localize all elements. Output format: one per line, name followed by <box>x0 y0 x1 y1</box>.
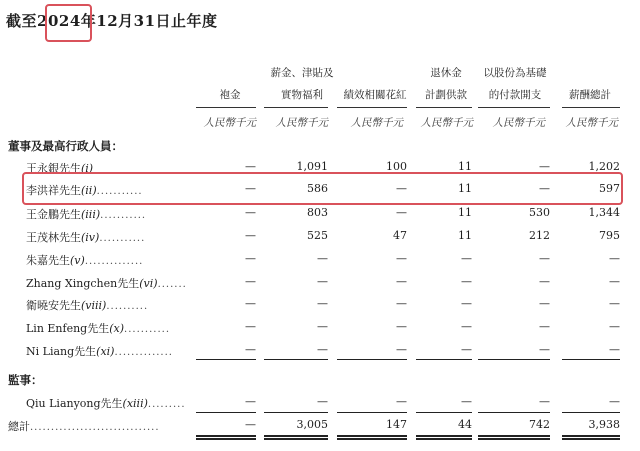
leader-dots: ....... <box>157 279 187 290</box>
double-underline <box>478 438 550 440</box>
total-label: 總計 <box>8 420 30 433</box>
col-header-share <box>470 66 560 102</box>
subtotal-line <box>416 412 472 413</box>
person-name: 朱嘉先生 <box>26 254 70 267</box>
value-cell: — <box>609 343 620 356</box>
value-cell: 530 <box>529 206 550 219</box>
person-note: (v) <box>70 254 85 267</box>
person-name: 王金鵬先生 <box>26 208 81 221</box>
value-cell: 11 <box>458 206 472 219</box>
subtotal-line <box>562 412 620 413</box>
value-cell: 795 <box>599 229 620 242</box>
double-underline <box>264 438 328 440</box>
value-cell: 597 <box>599 182 620 195</box>
col-header-share-line2: 的付款開支 <box>488 89 542 101</box>
subtotal-line <box>478 359 550 360</box>
col-header-bonus-line1: 績效相關花紅 <box>343 89 407 101</box>
person-name: 王永銀先生 <box>26 162 81 175</box>
value-cell: — <box>539 252 550 265</box>
value-cell: — <box>539 275 550 288</box>
leader-dots: .............. <box>114 347 173 358</box>
subtotal-line <box>478 412 550 413</box>
subtotal-line <box>337 412 407 413</box>
title-year: 2024 <box>37 12 81 30</box>
value-cell: — <box>461 275 472 288</box>
value-cell: — <box>245 320 256 333</box>
person-note: (viii) <box>81 299 107 312</box>
value-cell: — <box>396 343 407 356</box>
value-cell: — <box>539 297 550 310</box>
person-name-cell <box>26 395 186 411</box>
value-cell: — <box>317 343 328 356</box>
value-cell: — <box>461 320 472 333</box>
leader-dots: ........... <box>124 324 170 335</box>
person-name-cell <box>26 206 146 222</box>
double-underline <box>416 435 472 437</box>
value-cell: — <box>317 395 328 408</box>
value-cell: — <box>396 297 407 310</box>
value-cell: — <box>396 395 407 408</box>
total-value-cell: 742 <box>529 418 550 431</box>
title-suffix: 年12月31日止年度 <box>80 12 218 30</box>
unit-label: 人民幣千元 <box>420 117 473 129</box>
value-cell: — <box>461 252 472 265</box>
person-note: (i) <box>81 162 94 175</box>
value-cell: 212 <box>529 229 550 242</box>
value-cell: — <box>317 320 328 333</box>
row-highlight-box <box>22 172 623 205</box>
col-header-total-line1: 薪酬總計 <box>569 89 611 101</box>
value-cell: 11 <box>458 229 472 242</box>
unit-label: 人民幣千元 <box>350 117 403 129</box>
section-directors: 董事及最高行政人員： <box>8 139 123 153</box>
double-underline <box>562 438 620 440</box>
value-cell: — <box>317 252 328 265</box>
col-header-total <box>560 88 620 102</box>
value-cell: — <box>609 297 620 310</box>
value-cell: 525 <box>307 229 328 242</box>
person-name: Qiu Lianyong先生 <box>26 397 123 410</box>
unit-label: 人民幣千元 <box>565 117 618 129</box>
col-header-bonus <box>335 88 415 102</box>
value-cell: 100 <box>386 160 407 173</box>
header-underline <box>478 107 550 108</box>
value-cell: — <box>396 320 407 333</box>
value-cell: — <box>245 160 256 173</box>
subtotal-line <box>196 359 256 360</box>
person-name: 衛曉安先生 <box>26 299 81 312</box>
total-value-cell: 147 <box>386 418 407 431</box>
subtotal-line <box>562 359 620 360</box>
value-cell: 11 <box>458 160 472 173</box>
col-header-pension-line1: 退休金 <box>430 67 462 79</box>
value-cell: 586 <box>307 182 328 195</box>
value-cell: — <box>461 343 472 356</box>
subtotal-line <box>196 412 256 413</box>
total-value-cell: — <box>245 418 256 431</box>
total-row-label <box>8 418 160 434</box>
col-header-salaries-line1: 薪金、津貼及 <box>270 67 334 79</box>
subtotal-line <box>264 412 328 413</box>
value-cell: — <box>539 343 550 356</box>
value-cell: 47 <box>393 229 407 242</box>
col-header-pension <box>416 66 476 102</box>
value-cell: — <box>539 182 550 195</box>
leader-dots: ........... <box>100 210 147 221</box>
person-name-cell <box>26 297 148 313</box>
year-highlight-box <box>45 4 92 42</box>
value-cell: — <box>245 395 256 408</box>
double-underline <box>416 438 472 440</box>
person-note: (iv) <box>81 231 100 244</box>
person-name-cell <box>26 320 170 336</box>
value-cell: — <box>609 275 620 288</box>
value-cell: — <box>461 297 472 310</box>
double-underline <box>264 435 328 437</box>
value-cell: — <box>609 395 620 408</box>
unit-label: 人民幣千元 <box>203 117 256 129</box>
leader-dots: ........... <box>99 233 146 244</box>
value-cell: — <box>396 206 407 219</box>
table-title <box>6 10 218 31</box>
value-cell: — <box>461 395 472 408</box>
subtotal-line <box>264 359 328 360</box>
value-cell: — <box>609 320 620 333</box>
total-value-cell: 44 <box>458 418 472 431</box>
value-cell: 1,091 <box>296 160 328 173</box>
person-name: Zhang Xingchen先生 <box>26 277 140 290</box>
value-cell: — <box>245 229 256 242</box>
value-cell: — <box>396 275 407 288</box>
person-name-cell <box>26 275 187 291</box>
person-note: (x) <box>109 322 125 335</box>
col-header-fees-line1: 袍金 <box>219 89 241 101</box>
value-cell: 11 <box>458 182 472 195</box>
person-name-cell <box>26 343 173 359</box>
person-name: 王茂林先生 <box>26 231 81 244</box>
person-name: Lin Enfeng先生 <box>26 322 110 335</box>
col-header-share-line1: 以股份為基礎 <box>483 67 547 79</box>
value-cell: — <box>317 297 328 310</box>
header-underline <box>416 107 472 108</box>
person-name-cell <box>26 252 143 268</box>
leader-dots: ......... <box>147 399 186 410</box>
person-note: (xi) <box>96 345 115 358</box>
value-cell: — <box>609 252 620 265</box>
person-note: (iii) <box>81 208 101 221</box>
value-cell: — <box>245 182 256 195</box>
value-cell: — <box>245 343 256 356</box>
person-note: (ii) <box>81 184 97 197</box>
value-cell: — <box>245 275 256 288</box>
value-cell: 1,202 <box>588 160 620 173</box>
value-cell: — <box>396 252 407 265</box>
col-header-pension-line2: 計劃供款 <box>425 89 467 101</box>
person-name: Ni Liang先生 <box>26 345 97 358</box>
value-cell: — <box>539 395 550 408</box>
double-underline <box>478 435 550 437</box>
double-underline <box>562 435 620 437</box>
double-underline <box>196 435 256 437</box>
value-cell: — <box>245 252 256 265</box>
person-note: (xiii) <box>122 397 148 410</box>
total-value-cell: 3,005 <box>296 418 328 431</box>
col-header-salaries-line2: 實物福利 <box>281 89 323 101</box>
header-underline <box>196 107 256 108</box>
col-header-fees <box>200 88 260 102</box>
value-cell: — <box>396 182 407 195</box>
subtotal-line <box>416 359 472 360</box>
leader-dots: .............. <box>84 256 144 267</box>
person-name: 李洪祥先生 <box>26 184 81 197</box>
value-cell: 1,344 <box>588 206 620 219</box>
header-underline <box>264 107 328 108</box>
person-note: (vi) <box>139 277 158 290</box>
value-cell: — <box>317 275 328 288</box>
total-value-cell: 3,938 <box>588 418 620 431</box>
double-underline <box>337 435 407 437</box>
header-underline <box>337 107 407 108</box>
total-dots: ............................... <box>30 422 160 433</box>
leader-dots: .......... <box>106 301 149 312</box>
value-cell: — <box>245 206 256 219</box>
unit-label: 人民幣千元 <box>492 117 545 129</box>
double-underline <box>337 438 407 440</box>
subtotal-line <box>337 359 407 360</box>
section-supervisors: 監事： <box>8 373 43 387</box>
value-cell: — <box>245 297 256 310</box>
leader-dots: ........... <box>96 186 143 197</box>
header-underline <box>562 107 620 108</box>
title-prefix: 截至 <box>6 12 38 30</box>
value-cell: 803 <box>307 206 328 219</box>
col-header-salaries <box>262 66 342 102</box>
double-underline <box>196 438 256 440</box>
value-cell: — <box>539 160 550 173</box>
unit-label: 人民幣千元 <box>275 117 328 129</box>
person-name-cell <box>26 229 145 245</box>
value-cell: — <box>539 320 550 333</box>
